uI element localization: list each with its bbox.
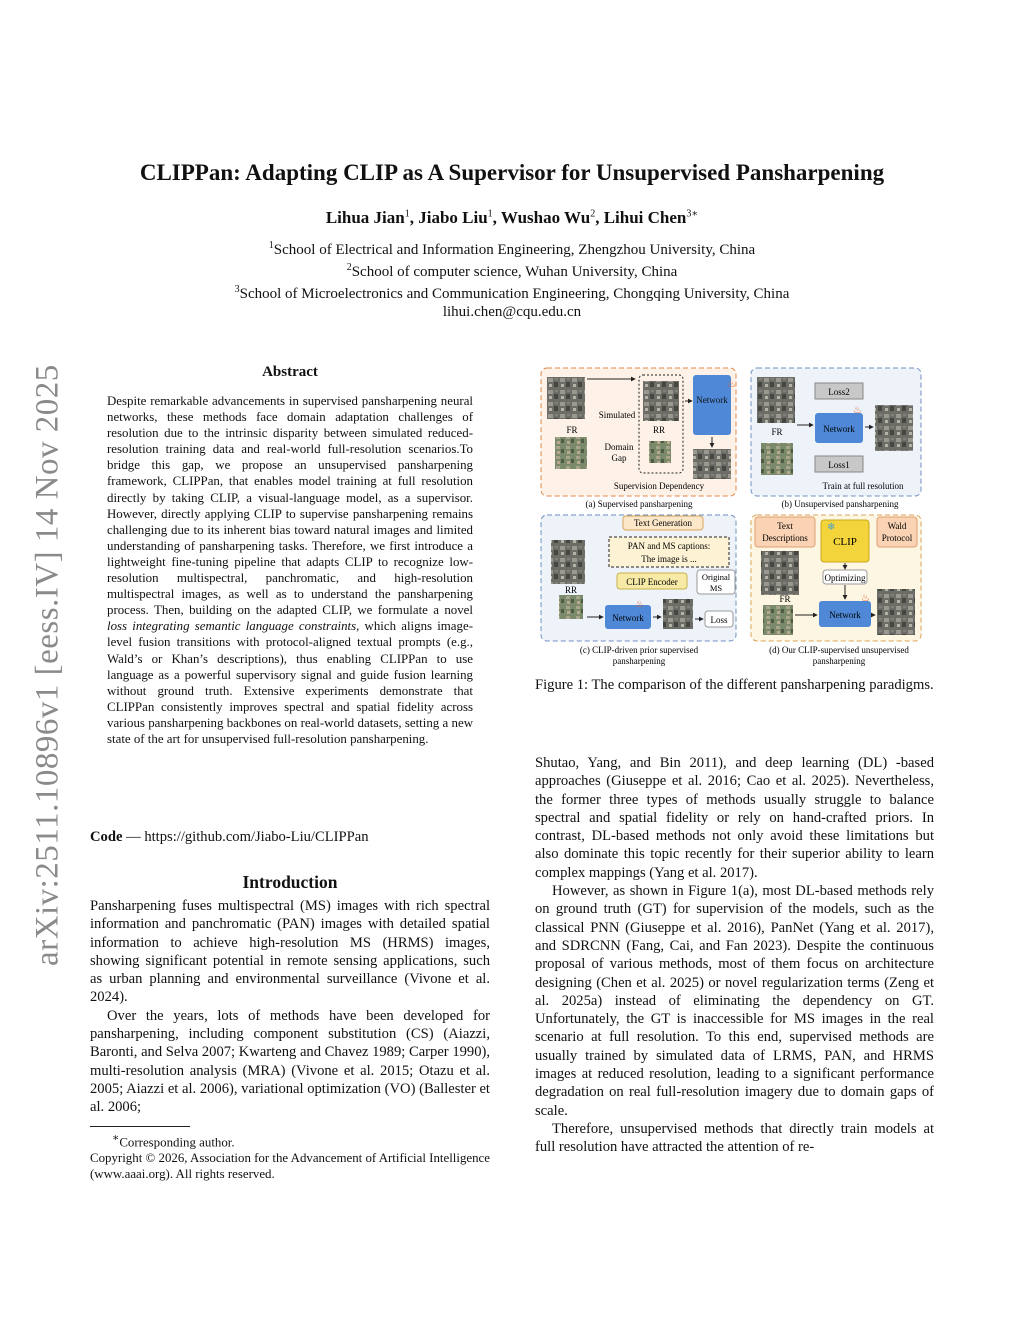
d-ms-image <box>763 605 793 635</box>
aff-sup: 1 <box>268 240 274 251</box>
c-encoder: CLIP Encoder <box>626 577 678 587</box>
panel-d-label2: pansharpening <box>812 656 866 666</box>
c-rr-label: RR <box>564 585 578 595</box>
paragraph: Therefore, unsupervised methods that directly train models at full resolution have attracted the attention of re- <box>535 1120 934 1156</box>
right-column-body <box>535 754 934 1157</box>
a-network-block <box>693 375 731 435</box>
a-fr-label: FR <box>566 425 578 435</box>
d-output-image <box>877 589 915 635</box>
fr-ms-image <box>555 437 587 469</box>
a-output-image <box>693 449 731 479</box>
d-wald1: Wald <box>887 521 907 531</box>
author-sup: 2 <box>590 208 596 220</box>
footnote-rule <box>90 1126 190 1127</box>
c-captions2: The image is ... <box>641 554 697 564</box>
a-simulated: Simulated <box>598 410 636 420</box>
code-link[interactable] <box>90 829 369 846</box>
arxiv-stamp: arXiv:2511.10896v1 [eess.IV] 14 Nov 2025 <box>29 364 66 966</box>
footnote-text: Corresponding author. <box>119 1135 235 1150</box>
b-pan-image <box>757 377 795 423</box>
panel-d-label1: (d) Our CLIP-supervised unsupervised <box>769 645 909 655</box>
author-sup: 3∗ <box>686 208 699 220</box>
flame-icon: ♨ <box>861 593 870 604</box>
d-text1: Text <box>777 521 793 531</box>
panel-c-label1: (c) CLIP-driven prior supervised <box>579 645 699 655</box>
c-loss: Loss <box>710 615 728 625</box>
a-rr-label: RR <box>652 425 666 435</box>
aff-text: lihui.chen@cqu.edu.cn <box>442 304 582 320</box>
a-domain: Domain <box>604 442 634 452</box>
abstract-body <box>107 393 473 747</box>
flame-icon: ♨ <box>635 599 644 610</box>
author-sup: 1 <box>487 208 493 220</box>
b-output-image <box>875 405 913 451</box>
code-label: Code <box>90 829 123 845</box>
panel-a-label: (a) Supervised pansharpening <box>585 499 693 509</box>
panel-b-label: (b) Unsupervised pansharpening <box>781 499 899 509</box>
d-network-label: Network <box>829 610 861 620</box>
rr-pan-image <box>643 381 679 421</box>
intro-body <box>90 897 490 1117</box>
author-name: Lihua Jian <box>325 208 405 227</box>
flame-icon: ♨ <box>853 405 862 416</box>
rr-ms-image <box>649 441 671 463</box>
contact-email <box>90 303 934 321</box>
author-name: Wushao Wu <box>500 208 591 227</box>
affiliation <box>90 237 934 259</box>
paragraph: Shutao, Yang, and Bin 2011), and deep learning (DL) -based approaches (Giuseppe et al. 2016; Cao et al. 2025). Nevertheless, the former three types of methods usually struggle to balance spectral and spatial fidelity or rely on hand-crafted priors. In contrast, DL-based methods not only avoid these limitations but also dominate this topic recently for their superior ability to learn complex mappings (Yang et al. 2017). <box>535 755 934 881</box>
author-sep: , <box>595 208 604 227</box>
footnote-copyright: Copyright © 2026, Association for the Advancement of Artificial Intelligence (www.aaai.org). All rights reserved. <box>90 1151 490 1182</box>
paragraph: Pansharpening fuses multispectral (MS) images with rich spectral information and panchromatic (PAN) images with detailed spatial information to achieve high-resolution MS (HRMS) images, showing significant potential in remote sensing applications, such as urban planning and environmental surveillance (Vivone et al. 2024). <box>90 898 490 1006</box>
b-train: Train at full resolution <box>822 481 904 491</box>
affiliations <box>90 237 934 321</box>
intro-heading: Introduction <box>242 872 338 892</box>
author-sep: , <box>492 208 501 227</box>
fr-pan-image <box>547 377 585 419</box>
code-url[interactable]: — https://github.com/Jiabo-Liu/CLIPPan <box>122 829 369 845</box>
footnote-star: ∗ <box>112 1132 120 1144</box>
footnote <box>90 1130 490 1182</box>
d-fr-label: FR <box>779 594 791 604</box>
paragraph: Over the years, lots of methods have been developed for pansharpening, including component substitution (CS) (Aiazzi, Baronti, and Selva 2007; Kwarteng and Chavez 1989; Carper 1990), multi-resolution analysis (MRA) (Vivone et al. 2015; Otazu et al. 2005; Aiazzi et al. 2006), variational optimization (VO) (Ballester et al. 2006; <box>90 1007 491 1116</box>
abstract-emphasis: loss integrating semantic language constraints <box>107 619 357 634</box>
abstract-text: Despite remarkable advancements in supervised pansharpening neural networks, these methods face domain adaptation challenges of resolution due to the intrinsic disparity between simulated reduced-resolution training data and real-world full-resolution scenarios.To bridge this gap, we propose an unsupervised pansharpening framework, CLIPPan, that enables model training at full resolution directly by taking CLIP, a visual-language model, as a supervisor. However, directly applying CLIP to supervise pansharpening remains challenging due to its inherent bias toward natural images and limited understanding of pansharpening tasks. Therefore, we first introduce a lightweight fine-tuning pipeline that adapts CLIP to recognize low-resolution multispectral, panchromatic, and high-resolution multispectral images, as well as to understand the pansharpening process. Then, building on the adapted CLIP, we formulate a novel <box>107 394 473 618</box>
b-ms-image <box>761 443 793 475</box>
c-output-image <box>663 599 693 629</box>
author-sep: , <box>409 208 419 227</box>
figure-1 <box>535 365 934 670</box>
d-pan-image <box>761 551 799 595</box>
abstract-heading: Abstract <box>262 364 318 380</box>
footnote-corresponding <box>90 1130 490 1150</box>
abstract-text: , which aligns image-level fusion transitions with protocol-aligned textual prompts (e.g., Wald’s or Khan’s descriptions), thus enabling CLIPPan to use language as a powerful supervisory signal and guide fusion learning without ground truth. Extensive experiments demonstrate that CLIPPan consistently improves spectral and spatial fidelity across various pansharpening backbones on real-world datasets, setting a new state of the art for unsupervised full-resolution pansharpening. <box>107 619 473 746</box>
panel-c-label2: pansharpening <box>612 656 666 666</box>
author-list <box>90 208 934 228</box>
snowflake-icon: ❄ <box>827 522 836 533</box>
affiliation <box>90 281 934 303</box>
paragraph: However, as shown in Figure 1(a), most DL-based methods rely on ground truth (GT) for supervision of the models, such as the classical PNN (Giuseppe et al. 2016), PanNet (Yang et al. 2017), and SDRCNN (Fang, Cai, and Fan 2023). Despite the continuous proposal of various methods, most of them focus on architecture designing (Chen et al. 2025) or novel regularization terms (Zeng et al. 2025a) instead of eliminating the dependency on GT. Unfortunately, the GT is inaccessible for MS images in the real scenario at full resolution. To this end, supervised methods are usually trained by simulated data of LRMS, PAN, and HRMS images at reduced resolution, leading to a significant performance degradation on real full-resolution imagery due to domain gaps of scale. <box>535 883 934 1119</box>
author-name: Jiabo Liu <box>418 208 488 227</box>
d-text2: Descriptions <box>762 533 808 543</box>
c-network-label: Network <box>612 613 644 623</box>
a-network-label: Network <box>696 395 728 405</box>
author-name: Lihui Chen <box>603 208 687 227</box>
b-network-label: Network <box>823 424 855 434</box>
aff-sup: 3 <box>234 284 240 295</box>
aff-text: School of Microelectronics and Communication Engineering, Chongqing University, China <box>239 286 790 302</box>
d-wald2: Protocol <box>881 533 913 543</box>
c-textgen: Text Generation <box>633 518 693 528</box>
flame-icon: ♨ <box>727 379 736 390</box>
c-orig1: Original <box>701 572 731 582</box>
c-ms-image <box>559 595 583 619</box>
aff-text: School of Electrical and Information Engineering, Zhengzhou University, China <box>273 242 756 258</box>
b-loss1: Loss1 <box>828 460 850 470</box>
a-gap: Gap <box>611 453 627 463</box>
aff-text: School of computer science, Wuhan University, China <box>351 264 678 280</box>
aff-sup: 2 <box>346 262 352 273</box>
b-loss2: Loss2 <box>828 387 850 397</box>
d-clip: CLIP <box>833 536 857 548</box>
d-optimizing: Optimizing <box>824 573 866 583</box>
author-sup: 1 <box>404 208 410 220</box>
b-fr-label: FR <box>771 427 783 437</box>
affiliation <box>90 259 934 281</box>
paper-title: CLIPPan: Adapting CLIP as A Supervisor for Unsupervised Pansharpening <box>139 160 885 185</box>
a-dependency: Supervision Dependency <box>613 481 705 491</box>
c-pan-image <box>551 540 585 584</box>
c-captions1: PAN and MS captions: <box>627 541 711 551</box>
c-orig2: MS <box>709 583 723 593</box>
figure-caption: Figure 1: The comparison of the different pansharpening paradigms. <box>535 677 934 693</box>
